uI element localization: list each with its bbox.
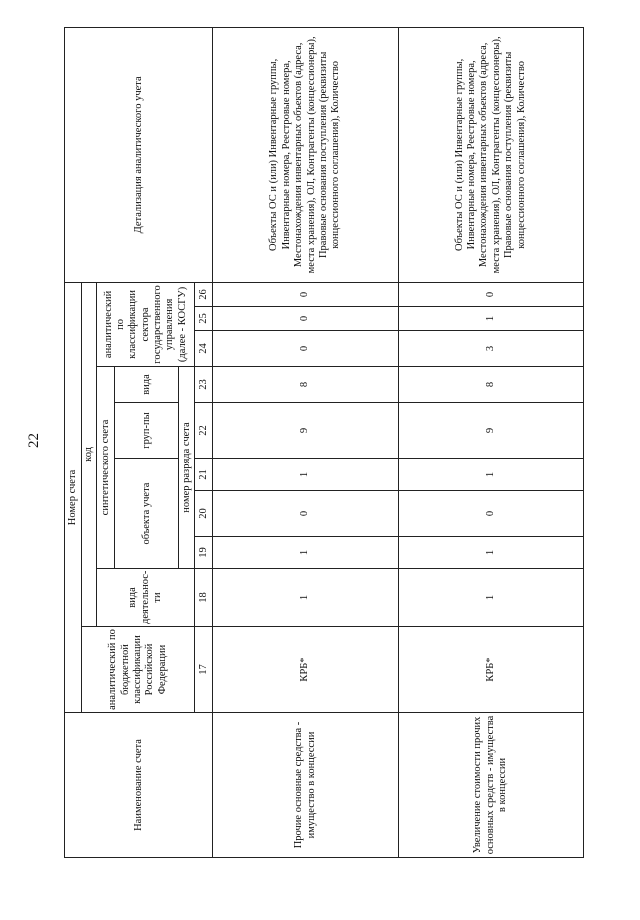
column-number: 26 <box>195 282 213 306</box>
header-code: код <box>82 282 97 626</box>
column-number: 25 <box>195 307 213 331</box>
row-details: Объекты ОС и (или) Инвентарные группы, Инвентарные номера, Реестровые номера, Местонахождения инвентарных объектов (адреса, места хранения), ОЛ, Контрагенты (концессионеры), Правовые основания поступления (реквизиты концессионного соглашения), Количество <box>398 27 583 282</box>
column-number: 18 <box>195 569 213 627</box>
row-digit-23: 8 <box>213 367 398 403</box>
row-digit-22: 9 <box>213 403 398 459</box>
table-row <box>398 27 583 857</box>
header-group: груп-пы <box>115 403 179 459</box>
row-digit-19: 1 <box>398 537 583 569</box>
column-number: 21 <box>195 459 213 491</box>
header-digit-number: номер разряда счета <box>179 367 195 569</box>
row-digit-20: 0 <box>213 491 398 537</box>
header-account-name: Наименование счета <box>65 713 213 858</box>
header-activity-type: вида деятельнос-ти <box>97 569 195 627</box>
header-kind: вида <box>115 367 179 403</box>
row-details: Объекты ОС и (или) Инвентарные группы, Инвентарные номера, Реестровые номера, Местонахождения инвентарных объектов (адреса, места хранения), ОЛ, Контрагенты (концессионеры), Правовые основания поступления (реквизиты концессионного соглашения), Количество <box>213 27 398 282</box>
table-row <box>213 27 398 857</box>
row-digit-26: 0 <box>398 282 583 306</box>
row-budget-code: КРБ* <box>213 627 398 713</box>
header-account-object: объекта учета <box>115 459 179 569</box>
row-activity: 1 <box>398 569 583 627</box>
page-number: 22 <box>26 433 42 448</box>
column-number: 20 <box>195 491 213 537</box>
row-activity: 1 <box>213 569 398 627</box>
row-digit-25: 0 <box>213 307 398 331</box>
header-synthetic-account: синтетического счета <box>97 367 115 569</box>
row-digit-22: 9 <box>398 403 583 459</box>
row-digit-21: 1 <box>398 459 583 491</box>
header-kosgu: аналитический по классификации сектора государственного управления (далее - КОСГУ) <box>97 282 195 366</box>
column-number: 23 <box>195 367 213 403</box>
row-digit-20: 0 <box>398 491 583 537</box>
rotated-sheet <box>64 28 584 858</box>
row-digit-21: 1 <box>213 459 398 491</box>
column-number: 24 <box>195 331 213 367</box>
header-details: Детализация аналитического учета <box>65 27 213 282</box>
row-digit-19: 1 <box>213 537 398 569</box>
header-budget-classification: аналитический по бюджетной классификации Российской Федерации <box>82 627 195 713</box>
column-number: 19 <box>195 537 213 569</box>
accounts-table <box>64 27 584 858</box>
row-account-name: Увеличение стоимости прочих основных средств - имущества в концессии <box>398 713 583 858</box>
column-number: 22 <box>195 403 213 459</box>
row-budget-code: КРБ* <box>398 627 583 713</box>
row-digit-24: 0 <box>213 331 398 367</box>
column-number: 17 <box>195 627 213 713</box>
row-digit-25: 1 <box>398 307 583 331</box>
row-digit-24: 3 <box>398 331 583 367</box>
row-digit-26: 0 <box>213 282 398 306</box>
header-account-number: Номер счета <box>65 282 82 712</box>
row-digit-23: 8 <box>398 367 583 403</box>
row-account-name: Прочие основные средства - имущество в концессии <box>213 713 398 858</box>
